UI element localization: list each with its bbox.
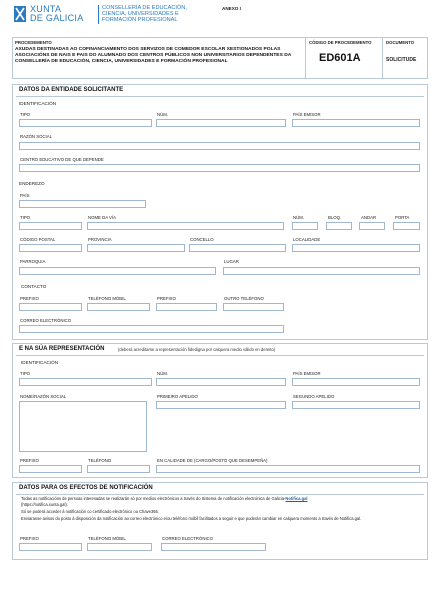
notification-section-title: DATOS PARA OS EFECTOS DE NOTIFICACIÓN (19, 485, 153, 491)
enderezo-heading: ENDEREZO (19, 181, 45, 186)
notif-correo-label: CORREO ELECTRÓNICO (162, 536, 214, 541)
notif-prefixo-field[interactable] (19, 543, 82, 551)
rep-telefono-field[interactable] (87, 465, 150, 473)
procedure-divider-1 (305, 37, 306, 79)
notification-paragraph-1b: (https://notifica.xunta.gal). (21, 502, 68, 507)
rep-nome-razon-field[interactable] (19, 401, 147, 452)
procedure-code: ED601A (319, 52, 361, 64)
notif-prefixo-label: PREFIXO (20, 536, 39, 541)
address-tipo-field[interactable] (19, 222, 82, 230)
centro-label: CENTRO EDUCATIVO DE QUE DEPENDE (20, 157, 104, 162)
outro-telefono-field[interactable] (223, 303, 284, 311)
centro-field[interactable] (19, 164, 420, 172)
rep-calidade-label: EN CALIDADE DE (CARGO/POSTO QUE DESEMPEÑA) (157, 458, 268, 463)
address-tipo-label: TIPO (20, 215, 31, 220)
notifica-gal-link[interactable]: Notifica.gal (285, 496, 308, 501)
porta-field[interactable] (393, 222, 420, 230)
procedure-code-label: CÓDIGO DE PROCEDEMENTO (309, 40, 372, 45)
rep-num-label: NÚM. (157, 371, 168, 376)
parroquia-field[interactable] (19, 267, 216, 275)
applicant-num-label: NÚM. (157, 112, 168, 117)
dept-line3: FORMACIÓN PROFESIONAL (102, 17, 178, 23)
pais-label: PAÍS (20, 193, 30, 198)
notification-title-rule (16, 494, 424, 495)
representative-note: (deberá acreditarse a representación fidedigna por calquera medio válido en dereito) (118, 347, 276, 352)
xunta-logo-icon (14, 6, 26, 22)
rep-calidade-field[interactable] (156, 465, 420, 473)
document-label: DOCUMENTO (386, 40, 415, 45)
annex-label: ANEXO I (222, 6, 241, 11)
concello-label: CONCELLO (190, 237, 214, 242)
notification-paragraph-3: Enviaranse avisos do posto á disposición da notificación ao correo electrónico e/ou teléfono móbil facilitados a seguir e que poderán cambiar en calquera momento a través de Notifica.gal. (21, 516, 362, 521)
applicant-identification-heading: IDENTIFICACIÓN (19, 101, 57, 106)
codigo-postal-field[interactable] (19, 244, 82, 252)
rep-tipo-field[interactable] (19, 378, 152, 386)
rep-pais-emisor-label: PAÍS EMISOR (293, 371, 321, 376)
rep-tipo-label: TIPO (20, 371, 31, 376)
rep-pais-emisor-field[interactable] (292, 378, 420, 386)
dept-line2: CIENCIA, UNIVERSIDADES E (102, 11, 179, 17)
contact-prefixo-label: PREFIXO (20, 296, 39, 301)
representative-section-title: E NA SÚA REPRESENTACIÓN (19, 346, 105, 352)
contact-prefixo-field[interactable] (19, 303, 82, 311)
rep-segundo-apelido-field[interactable] (292, 401, 420, 409)
applicant-pais-emisor-label: PAÍS EMISOR (293, 112, 321, 117)
rep-primeiro-apelido-label: PRIMEIRO APELIDO (157, 394, 198, 399)
address-num-field[interactable] (292, 222, 318, 230)
brand-line2: DE GALICIA (30, 13, 84, 23)
concello-field[interactable] (189, 244, 286, 252)
representative-title-rule (16, 355, 424, 356)
contact-telefono-mobil-label: TELÉFONO MÓBIL (88, 296, 126, 301)
contact-telefono-mobil-field[interactable] (87, 303, 150, 311)
notification-paragraph-2: Só se poderá acceder á notificación co certificado electrónico ou Chave365. (21, 509, 159, 514)
codigo-postal-label: CÓDIGO POSTAL (20, 237, 56, 242)
contacto-heading: CONTACTO (21, 284, 47, 289)
razon-social-label: RAZÓN SOCIAL (20, 134, 52, 139)
parroquia-label: PARROQUIA (20, 259, 46, 264)
provincia-field[interactable] (87, 244, 185, 252)
notif-telefono-mobil-field[interactable] (87, 543, 152, 551)
representative-identification-heading: IDENTIFICACIÓN (21, 360, 59, 365)
notif-telefono-mobil-label: TELÉFONO MÓBIL (88, 536, 126, 541)
nome-via-field[interactable] (87, 222, 284, 230)
contact-correo-field[interactable] (19, 325, 284, 333)
dept-line1: CONSELLERÍA DE EDUCACIÓN, (102, 5, 187, 11)
rep-nome-razon-label: NOME/RAZÓN SOCIAL (20, 394, 67, 399)
localidade-label: LOCALIDADE (293, 237, 321, 242)
procedure-title: AXUDAS DESTINADAS AO COFINANCIAMENTO DOS SERVIZOS DE COMEDOR ESCOLAR XESTIONADOS POLAS ASOCIACIÓNS DE NAIS E PAIS DO ALUMNADO DOS CENTROS PÚBLICOS NON UNIVERSITARIOS DEPENDENTES DA CONSELLERÍA DE EDUCACIÓN, CIENCIA, UNIVERSIDADES E FORMACIÓN PROFESIONAL (15, 47, 292, 64)
provincia-label: PROVINCIA (88, 237, 112, 242)
notification-paragraph-1-text: Todas as notificacións de persoas interesadas se realizarán só por medios electrónicos a través do Sistema de notificación electrónica de Galicia- (21, 496, 286, 501)
rep-prefixo-field[interactable] (19, 465, 82, 473)
rep-segundo-apelido-label: SEGUNDO APELIDO (293, 394, 335, 399)
header-divider (98, 5, 99, 24)
razon-social-field[interactable] (19, 142, 420, 150)
andar-label: ANDAR (361, 215, 377, 220)
rep-prefixo-label: PREFIXO (20, 458, 39, 463)
procedure-divider-2 (382, 37, 383, 79)
applicant-num-field[interactable] (156, 119, 286, 127)
contact-prefixo2-label: PREFIXO (157, 296, 176, 301)
applicant-pais-emisor-field[interactable] (292, 119, 420, 127)
andar-field[interactable] (359, 222, 385, 230)
applicant-title-rule (16, 96, 424, 97)
bloq-label: BLOQ. (328, 215, 342, 220)
applicant-tipo-field[interactable] (19, 119, 152, 127)
outro-telefono-label: OUTRO TELÉFONO (224, 296, 264, 301)
contact-correo-label: CORREO ELECTRÓNICO (20, 318, 72, 323)
porta-label: PORTA (395, 215, 410, 220)
rep-primeiro-apelido-field[interactable] (156, 401, 286, 409)
contact-prefixo2-field[interactable] (156, 303, 217, 311)
nome-via-label: NOME DA VÍA (88, 215, 116, 220)
procedure-label: PROCEDEMENTO (15, 40, 52, 45)
localidade-field[interactable] (292, 244, 420, 252)
lugar-field[interactable] (223, 267, 420, 275)
applicant-section-title: DATOS DA ENTIDADE SOLICITANTE (19, 87, 124, 93)
applicant-tipo-label: TIPO (20, 112, 31, 117)
pais-field[interactable] (19, 200, 146, 208)
address-num-label: NÚM. (293, 215, 304, 220)
notification-paragraph-1 (21, 496, 421, 502)
notif-correo-field[interactable] (161, 543, 266, 551)
rep-num-field[interactable] (156, 378, 286, 386)
bloq-field[interactable] (326, 222, 352, 230)
brand-line1: XUNTA (30, 4, 62, 14)
document-value: SOLICITUDE (386, 57, 417, 63)
lugar-label: LUGAR (224, 259, 239, 264)
rep-telefono-label: TELÉFONO (88, 458, 112, 463)
